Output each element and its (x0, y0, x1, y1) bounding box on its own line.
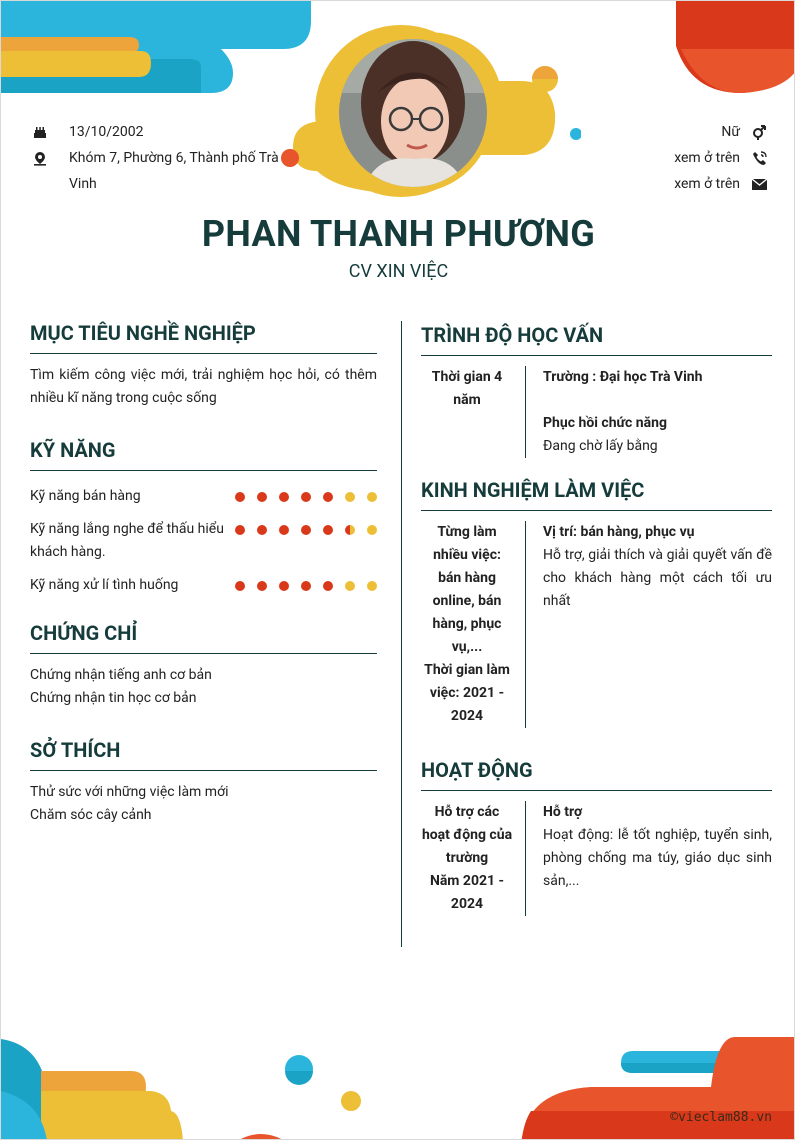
phone-row (674, 145, 768, 171)
birthday-text: 13/10/2002 (69, 124, 144, 140)
certificate-item: Chứng nhận tin học cơ bản (30, 690, 197, 706)
cake-icon (31, 119, 49, 145)
experience-section (421, 478, 772, 728)
objective-section (30, 321, 377, 410)
skill-name: Kỹ năng xử lí tình huống (30, 577, 179, 593)
experience-title: KINH NGHIỆM LÀM VIỆC (421, 478, 772, 511)
contact-right (674, 119, 768, 197)
education-entry (421, 366, 772, 458)
skill-dot (367, 492, 377, 502)
contact-left (31, 119, 291, 197)
skill-rating (235, 574, 377, 591)
activities-description: Hoạt động: lễ tốt nghiệp, tuyển sinh, phòng chống ma túy, giáo dục sinh sản,... (543, 827, 772, 889)
decor-bottom-left (1, 1031, 381, 1140)
left-column (30, 321, 377, 827)
skill-dot (235, 492, 245, 502)
education-school: Trường : Đại học Trà Vinh (543, 369, 703, 385)
skill-dot (257, 581, 267, 591)
watermark: ©vieclam88.vn (670, 1110, 772, 1125)
skill-dot (257, 492, 267, 502)
experience-jobs: Từng làm nhiều việc: bán hàng online, bán hàng, phục vụ,... (432, 524, 502, 655)
gender-icon (750, 119, 768, 145)
skill-dot (301, 581, 311, 591)
address-text: Khóm 7, Phường 6, Thành phố Trà Vinh (69, 150, 279, 192)
birthday-row (31, 119, 291, 145)
experience-entry (421, 521, 772, 728)
gender-text: Nữ (721, 124, 740, 140)
right-column (421, 323, 772, 916)
skill-dot (279, 581, 289, 591)
activities-section (421, 758, 772, 916)
certificates-title: CHỨNG CHỈ (30, 621, 377, 654)
skill-row (30, 485, 377, 508)
education-section (421, 323, 772, 458)
skill-dot (345, 492, 355, 502)
certificates-section (30, 621, 377, 710)
skills-section (30, 438, 377, 597)
skills-title: KỸ NĂNG (30, 438, 377, 471)
education-status: Đang chờ lấy bằng (543, 438, 658, 454)
skill-rating (235, 518, 377, 535)
experience-time: Thời gian làm việc: 2021 - 2024 (424, 662, 510, 724)
experience-description: Hỗ trợ, giải thích và giải quyết vấn đề cho khách hàng một cách tối ưu nhất (543, 547, 772, 609)
experience-position: Vị trí: bán hàng, phục vụ (543, 524, 695, 540)
address-row (31, 145, 291, 197)
hobbies-section (30, 738, 377, 827)
objective-title: MỤC TIÊU NGHỀ NGHIỆP (30, 321, 377, 354)
skill-rating (235, 485, 377, 502)
skill-dot (279, 492, 289, 502)
objective-text: Tìm kiếm công việc mới, trải nghiệm học hỏi, có thêm nhiều kĩ năng trong cuộc sống (30, 367, 377, 406)
hobby-item: Thử sức với những việc làm mới (30, 784, 229, 800)
hobbies-title: SỞ THÍCH (30, 738, 377, 771)
skill-dot (345, 525, 355, 535)
skill-dot (279, 525, 289, 535)
email-text: xem ở trên (674, 176, 740, 192)
skill-row (30, 574, 377, 597)
skill-dot (345, 581, 355, 591)
education-major: Phục hồi chức năng (543, 415, 667, 431)
certificate-item: Chứng nhận tiếng anh cơ bản (30, 667, 212, 683)
skill-dot (367, 525, 377, 535)
hobby-item: Chăm sóc cây cảnh (30, 807, 152, 823)
education-title: TRÌNH ĐỘ HỌC VẤN (421, 323, 772, 356)
skill-dot (301, 492, 311, 502)
gender-row (674, 119, 768, 145)
skill-name: Kỹ năng bán hàng (30, 488, 141, 504)
activities-entry (421, 801, 772, 916)
skill-dot (323, 525, 333, 535)
decor-top-right (671, 1, 795, 101)
skill-name: Kỹ năng lắng nghe để thấu hiểu khách hàng. (30, 521, 224, 560)
skill-dot (301, 525, 311, 535)
skill-dot (235, 525, 245, 535)
candidate-name: PHAN THANH PHƯƠNG (201, 213, 596, 255)
skill-dot (257, 525, 267, 535)
email-row (674, 171, 768, 197)
education-period: Thời gian 4 năm (421, 366, 526, 458)
phone-icon (750, 145, 768, 171)
column-divider (401, 321, 402, 947)
activities-role: Hỗ trợ (543, 804, 583, 820)
activities-time: Năm 2021 - 2024 (429, 873, 505, 912)
map-pin-icon (31, 145, 49, 171)
skill-dot (323, 492, 333, 502)
activities-title: HOẠT ĐỘNG (421, 758, 772, 791)
mail-icon (750, 171, 768, 197)
skills-list (30, 485, 377, 597)
skill-row (30, 518, 377, 564)
decor-top-left (1, 1, 321, 101)
cv-subtitle: CV XIN VIỆC (348, 261, 449, 282)
skill-dot (323, 581, 333, 591)
activities-desc: Hỗ trợ các hoạt động của trường (421, 804, 513, 866)
skill-dot (235, 581, 245, 591)
avatar (333, 33, 493, 193)
skill-dot (367, 581, 377, 591)
phone-text: xem ở trên (674, 150, 740, 166)
